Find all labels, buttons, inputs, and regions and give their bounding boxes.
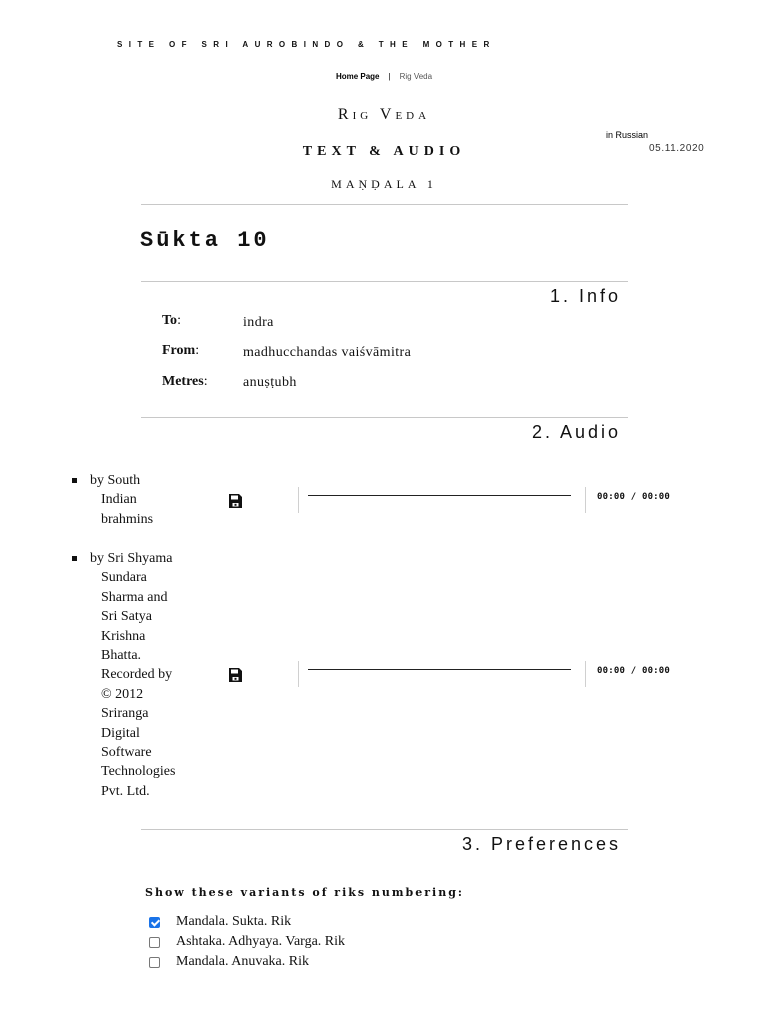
breadcrumb (0, 72, 768, 81)
seek-bar[interactable] (308, 669, 571, 670)
info-value-to: indra (243, 315, 274, 330)
player-edge (298, 487, 299, 513)
site-title[interactable]: SITE OF SRI AUROBINDO & THE MOTHER (117, 40, 496, 49)
divider (141, 417, 628, 418)
preferences-heading: Show these variants of riks numbering: (145, 886, 464, 899)
breadcrumb-current: Rig Veda (399, 72, 433, 81)
checkbox-ashtaka-adhyaya-varga-rik[interactable] (149, 937, 160, 948)
player-edge (298, 661, 299, 687)
checkbox-label: Ashtaka. Adhyaya. Varga. Rik (176, 934, 346, 949)
divider (141, 829, 628, 830)
section-title-preferences: 3. Preferences (461, 834, 621, 854)
checkbox-label: Mandala. Anuvaka. Rik (176, 954, 309, 969)
checkbox-label: Mandala. Sukta. Rik (176, 914, 292, 929)
info-value-metres: anuṣṭubh (243, 375, 297, 390)
audio-list-item (72, 471, 192, 531)
list-bullet (72, 556, 77, 561)
checkbox-mandala-sukta-rik[interactable] (149, 917, 160, 928)
time-display: 00:00 / 00:00 (597, 492, 671, 502)
list-bullet (72, 478, 77, 483)
audio-credit: by South Indian brahmins (90, 473, 154, 527)
breadcrumb-separator: | (388, 72, 391, 81)
divider (141, 281, 628, 282)
audio-credit: by Sri Shyama Sundara Sharma and Sri Satya Krishna Bhatta. Recorded by © 2012 Sriranga Digital Software Technologies Pvt. Ltd. (90, 551, 176, 799)
info-label-metres: Metres: (162, 374, 208, 389)
language-link-russian[interactable]: in Russian (606, 130, 649, 140)
info-label-from: From: (162, 343, 200, 358)
info-value-from: madhucchandas vaiśvāmitra (243, 345, 412, 360)
page-subtitle: TEXT & AUDIO (302, 144, 466, 159)
floppy-disk-icon[interactable] (228, 493, 243, 509)
audio-list-item (72, 549, 192, 804)
mandala-label: MAṆḌALA 1 (331, 177, 437, 191)
divider (141, 204, 628, 205)
seek-bar[interactable] (308, 495, 571, 496)
time-display: 00:00 / 00:00 (597, 666, 671, 676)
floppy-disk-icon[interactable] (228, 667, 243, 683)
checkbox-mandala-anuvaka-rik[interactable] (149, 957, 160, 968)
breadcrumb-home-link[interactable]: Home Page (335, 72, 380, 81)
player-divider (585, 661, 586, 687)
section-title-audio: 2. Audio (531, 422, 621, 442)
page-date: 05.11.2020 (649, 143, 705, 154)
player-divider (585, 487, 586, 513)
audio-player (290, 660, 692, 688)
section-title-info: 1. Info (549, 286, 621, 306)
audio-player (290, 486, 692, 514)
page-title: Rig Veda (337, 106, 431, 123)
info-label-to: To: (162, 313, 181, 328)
sukta-title: Sūkta 10 (140, 228, 270, 253)
